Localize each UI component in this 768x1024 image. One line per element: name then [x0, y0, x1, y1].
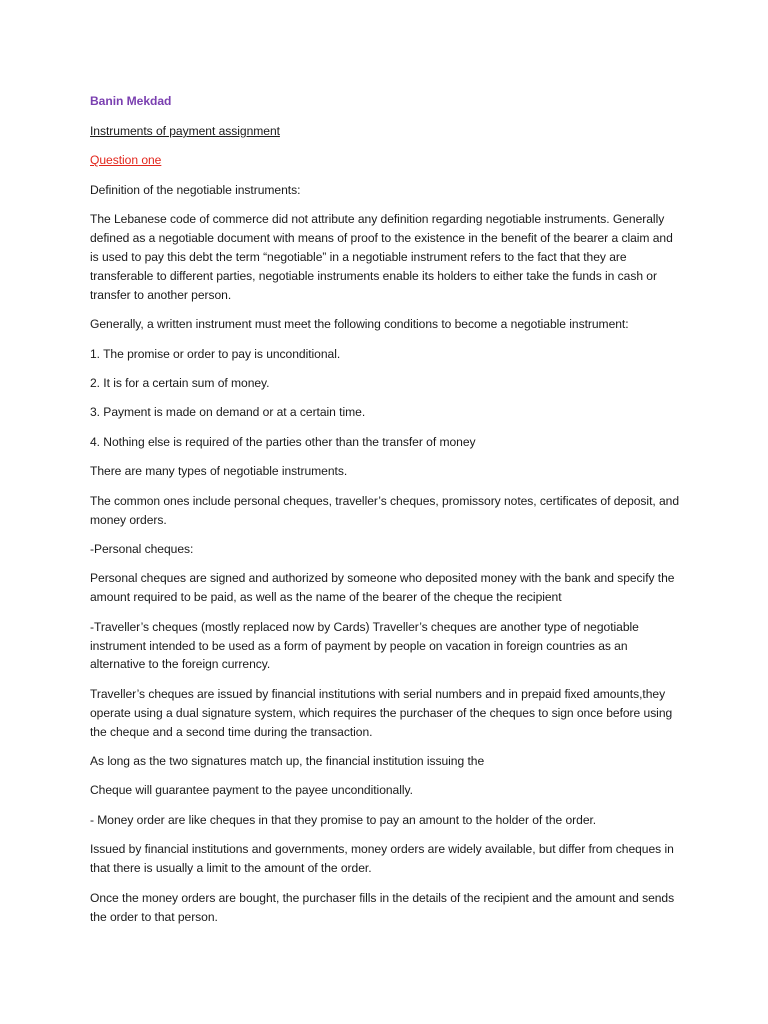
list-item: 1. The promise or order to pay is unconditional.	[90, 346, 341, 361]
paragraph: Generally, a written instrument must meet the following conditions to become a negotiable instrument:	[90, 317, 629, 332]
document-body	[90, 92, 682, 937]
paragraph: Once the money orders are bought, the purchaser fills in the details of the recipient and the amount and sends the order to that person.	[90, 890, 675, 924]
paragraph: - Money order are like cheques in that they promise to pay an amount to the holder of the order.	[90, 812, 597, 827]
paragraph: The common ones include personal cheques, traveller’s cheques, promissory notes, certificates of deposit, and money orders.	[90, 493, 680, 527]
paragraph: -Traveller’s cheques (mostly replaced now by Cards) Traveller’s cheques are another type of negotiable instrument intended to be used as a form of payment by people on vacation in foreign countries as an alternative to the foreign currency.	[90, 619, 639, 672]
list-item: 2. It is for a certain sum of money.	[90, 375, 270, 390]
list-item: 3. Payment is made on demand or at a certain time.	[90, 405, 366, 420]
paragraph: Cheque will guarantee payment to the payee unconditionally.	[90, 783, 413, 798]
paragraph: There are many types of negotiable instruments.	[90, 464, 348, 479]
paragraph: As long as the two signatures match up, the financial institution issuing the	[90, 754, 485, 769]
paragraph: Personal cheques are signed and authorized by someone who deposited money with the bank and specify the amount required to be paid, as well as the name of the bearer of the cheque the recipient	[90, 571, 675, 605]
paragraph: Issued by financial institutions and governments, money orders are widely available, but differ from cheques in that there is usually a limit to the amount of the order.	[90, 842, 674, 876]
author-name: Banin Mekdad	[90, 94, 172, 108]
definition-heading: Definition of the negotiable instruments:	[90, 182, 301, 197]
paragraph: Traveller’s cheques are issued by financial institutions with serial numbers and in prepaid fixed amounts,they operate using a dual signature system, which requires the purchaser of the cheques to sign once before using the cheque and a second time during the transaction.	[90, 686, 673, 739]
list-item: 4. Nothing else is required of the parties other than the transfer of money	[90, 434, 476, 449]
question-heading: Question one	[90, 153, 162, 168]
section-label-personal-cheques: -Personal cheques:	[90, 541, 194, 556]
paragraph: The Lebanese code of commerce did not attribute any definition regarding negotiable instruments. Generally defined as a negotiable document with means of proof to the existence in the benefit of the bearer a claim and is used to pay this debt the term “negotiable” in a negotiable instrument refers to the fact that they are transferable to different parties, negotiable instruments enable its holders to either take the funds in cash or transfer to another person.	[90, 212, 673, 302]
assignment-title: Instruments of payment assignment	[90, 123, 280, 138]
